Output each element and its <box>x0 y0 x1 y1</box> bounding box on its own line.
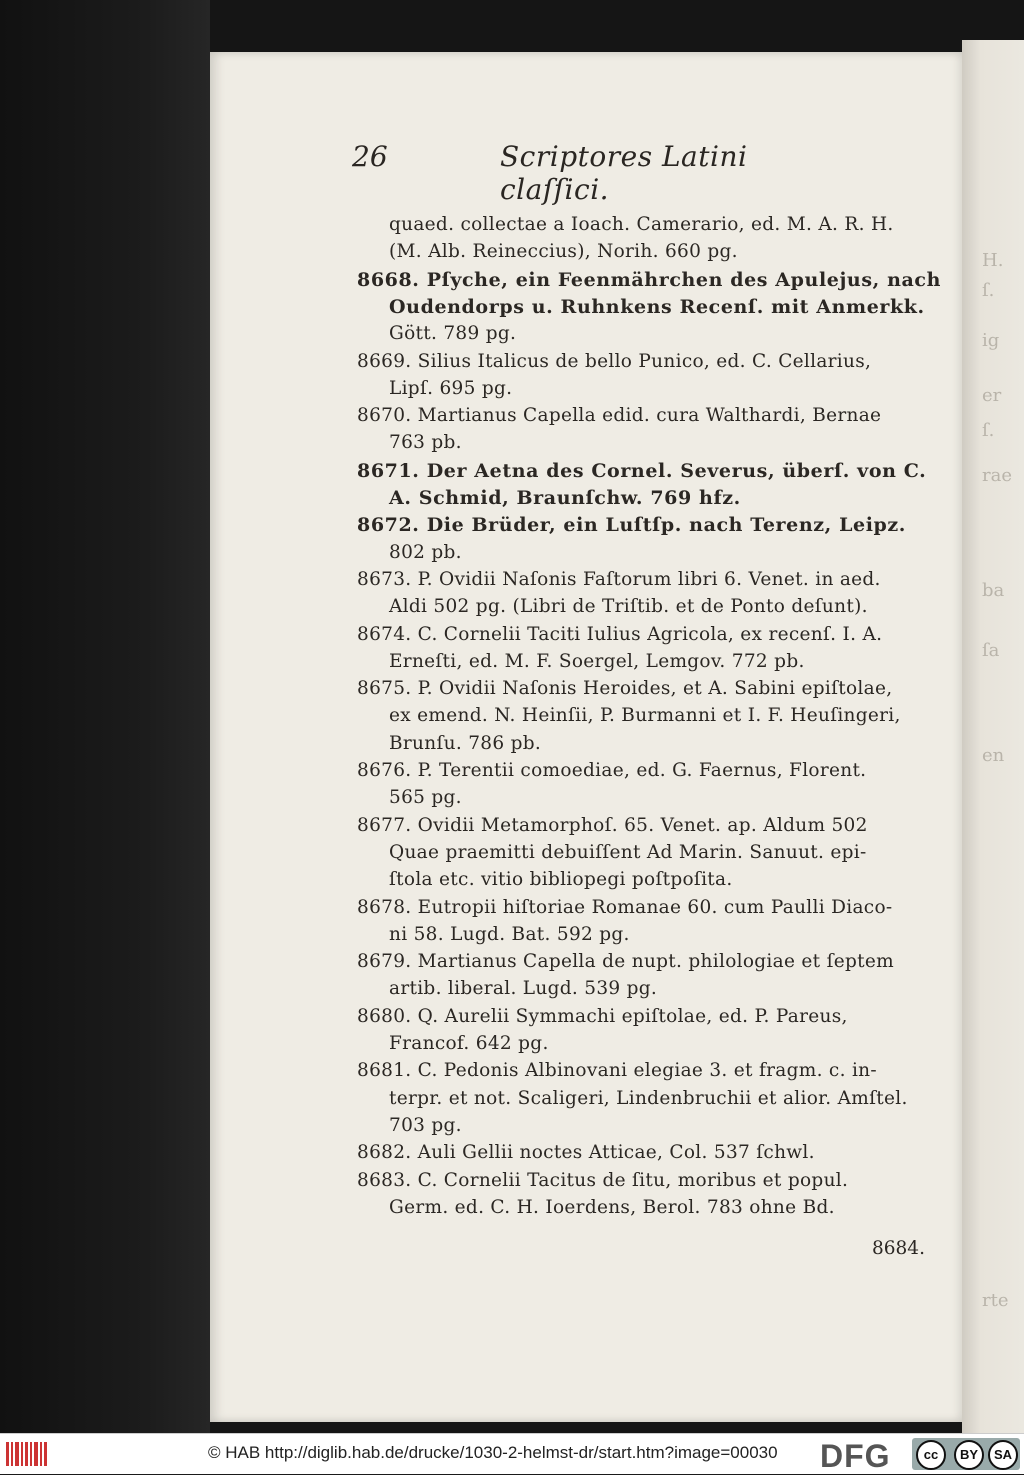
catalog-entry-line: 8671. Der Aetna des Cornel. Severus, überſ. von C. <box>357 460 927 482</box>
cc-license-badge[interactable] <box>912 1438 1020 1470</box>
catalog-entry-line: 8679. Martianus Capella de nupt. philologiae et ſeptem <box>357 951 894 972</box>
catalog-entry-line: 8678. Eutropii hiſtoriae Romanae 60. cum Paulli Diaco- <box>357 897 893 918</box>
dfg-logo: DFG <box>820 1438 891 1474</box>
catalog-entry-continuation: 763 pb. <box>389 432 462 453</box>
catalog-entry-continuation: artib. liberal. Lugd. 539 pg. <box>389 978 658 999</box>
catalog-entry-line: 8677. Ovidii Metamorphoſ. 65. Venet. ap. Aldum 502 <box>357 815 868 836</box>
catalog-entry-continuation: Francof. 642 pg. <box>389 1033 549 1054</box>
bleed-text: H. <box>982 250 1004 271</box>
barcode-icon <box>6 1440 48 1468</box>
catchword: 8684. <box>872 1238 925 1259</box>
catalog-entry-continuation: 802 pb. <box>389 542 462 563</box>
page-number: 26 <box>352 140 388 173</box>
bleed-text: rae <box>982 465 1012 486</box>
by-icon: BY <box>954 1440 984 1470</box>
bleed-text: ba <box>982 580 1005 601</box>
sa-icon: SA <box>988 1440 1018 1470</box>
catalog-entry-line: 8681. C. Pedonis Albinovani elegiae 3. et fragm. c. in- <box>357 1060 877 1081</box>
catalog-entry-continuation: Lipſ. 695 pg. <box>389 378 513 399</box>
viewer-footer <box>0 1433 1024 1474</box>
citation-link[interactable]: © HAB http://diglib.hab.de/drucke/1030-2-helmst-dr/start.htm?image=00030 <box>208 1443 778 1462</box>
bleed-text: rte <box>982 1290 1009 1311</box>
catalog-entry-line: 8672. Die Brüder, ein Luſtſp. nach Terenz, Leipz. <box>357 514 907 536</box>
catalog-entry-line: 8668. Pſyche, ein Feenmährchen des Apulejus, nach <box>357 269 941 291</box>
catalog-entry-continuation: Germ. ed. C. H. Ioerdens, Berol. 783 ohne Bd. <box>389 1197 835 1218</box>
catalog-entry-continuation: Erneſti, ed. M. F. Soergel, Lemgov. 772 pb. <box>389 651 805 672</box>
catalog-entry-line: 8674. C. Cornelii Taciti Iulius Agricola, ex recenſ. I. A. <box>357 624 883 645</box>
catalog-entry-continuation: Gött. 789 pg. <box>389 323 517 344</box>
catalog-entry-continuation: A. Schmid, Braunſchw. 769 hfz. <box>389 487 741 509</box>
catalog-entry-continuation: ſtola etc. vitio bibliopegi poſtpoſita. <box>389 869 733 890</box>
catalog-entry-line: 8670. Martianus Capella edid. cura Walthardi, Bernae <box>357 405 882 426</box>
bleed-text: ig <box>982 330 1000 351</box>
catalog-entry-line: 8683. C. Cornelii Tacitus de ſitu, moribus et popul. <box>357 1170 849 1191</box>
bleed-text: ſ. <box>982 280 995 301</box>
bleed-text: ſ. <box>982 420 995 441</box>
cc-icon: cc <box>916 1440 946 1470</box>
catalog-entry-continuation: 703 pg. <box>389 1115 462 1136</box>
catalog-entry-continuation: terpr. et not. Scaligeri, Lindenbruchii et alior. Amſtel. <box>389 1088 908 1109</box>
running-title: Scriptores Latini claſſici. <box>500 140 748 206</box>
catalog-entry-continuation: 565 pg. <box>389 787 462 808</box>
catalog-entry-continuation: quaed. collectae a Ioach. Camerario, ed. M. A. R. H. <box>389 214 894 235</box>
catalog-entry-line: 8675. P. Ovidii Naſonis Heroides, et A. Sabini epiſtolae, <box>357 678 893 699</box>
catalog-entry-continuation: ni 58. Lugd. Bat. 592 pg. <box>389 924 630 945</box>
catalog-entry-continuation: ex emend. N. Heinſii, P. Burmanni et I. F. Heuſingeri, <box>389 705 901 726</box>
catalog-entry-line: 8669. Silius Italicus de bello Punico, ed. C. Cellarius, <box>357 351 872 372</box>
catalog-entry-line: 8676. P. Terentii comoediae, ed. G. Faernus, Florent. <box>357 760 867 781</box>
catalog-entry-continuation: (M. Alb. Reineccius), Norih. 660 pg. <box>389 241 738 262</box>
catalog-entry-line: 8673. P. Ovidii Naſonis Faſtorum libri 6. Venet. in aed. <box>357 569 881 590</box>
catalog-entry-line: 8680. Q. Aurelii Symmachi epiſtolae, ed. P. Pareus, <box>357 1006 848 1027</box>
catalog-entry-continuation: Oudendorps u. Ruhnkens Recenſ. mit Anmerkk. <box>389 296 925 318</box>
bleed-text: ſa <box>982 640 1000 661</box>
catalog-entry-continuation: Brunſu. 786 pb. <box>389 733 542 754</box>
catalog-entry-continuation: Aldi 502 pg. (Libri de Triſtib. et de Ponto deſunt). <box>389 596 868 617</box>
catalog-entry-line: 8682. Auli Gellii noctes Atticae, Col. 537 ſchwl. <box>357 1142 815 1163</box>
bleed-text: en <box>982 745 1005 766</box>
catalog-entry-continuation: Quae praemitti debuiſſent Ad Marin. Sanuut. epi- <box>389 842 867 863</box>
bleed-text: er <box>982 385 1002 406</box>
